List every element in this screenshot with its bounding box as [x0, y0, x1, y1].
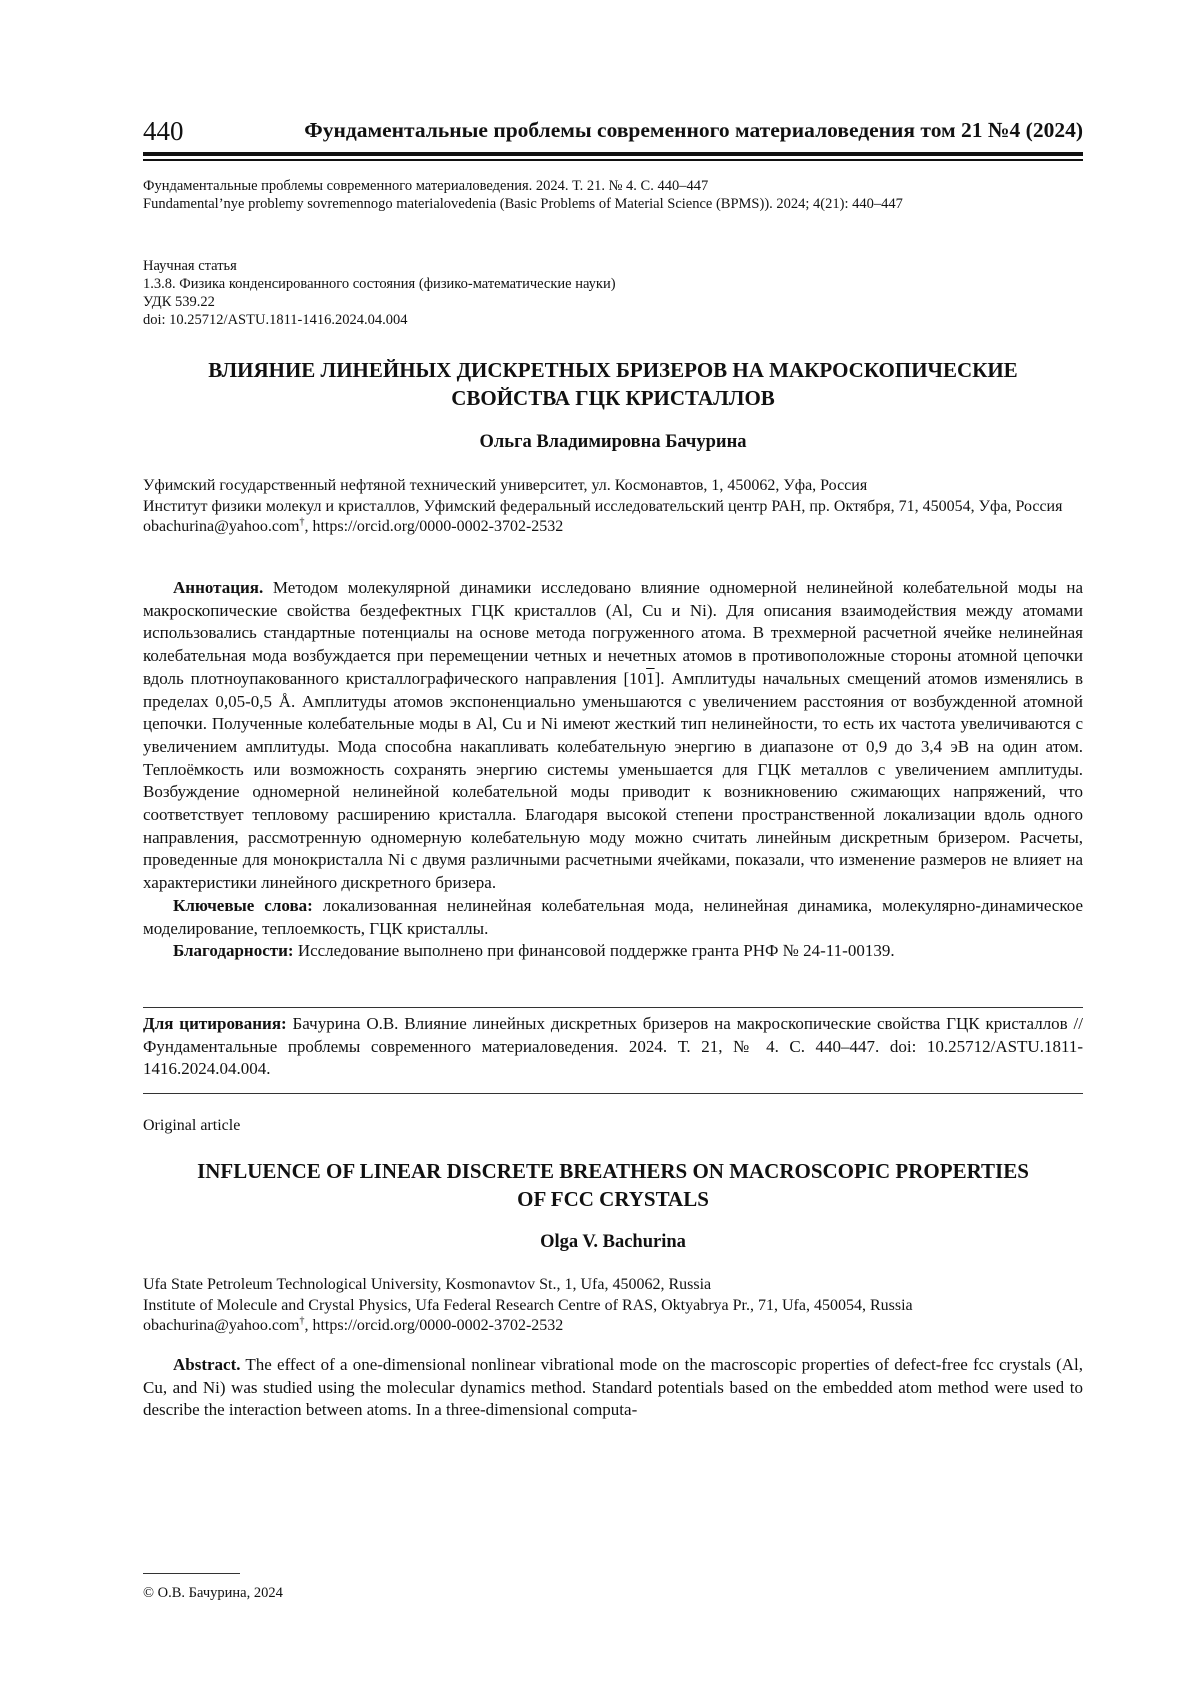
title-en-line2: OF FCC CRYSTALS: [517, 1187, 709, 1211]
orcid-ru[interactable]: , https://orcid.org/0000-0002-3702-2532: [304, 518, 564, 535]
contact-en: [143, 1316, 1083, 1337]
header-rule-thin: [143, 159, 1083, 161]
abstract-ru-text: Аннотация. Методом молекулярной динамики исследовано влияние одномерной нелинейной колебательной моды на макроскопические свойства бездефектных ГЦК кристаллов (Al, Cu и Ni). Для описания взаимодействия между атомами использовались стандартные потенциалы на основе метода погруженного атома. В трехмерной расчетной ячейке нелинейная колебательная мода возбуждается при перемещении четных и нечетных атомов в противоположные стороны атомной цепочки вдоль плотноупакованного кристаллографического направления [101]. Амплитуды начальных смещений атомов изменялись в пределах 0,05-0,5 Å. Амплитуды атомов экспоненциально уменьшаются с увеличением расстояния от возбужденной атомной цепочки. Полученные колебательные моды в Al, Cu и Ni имеют жесткий тип нелинейности, то есть их частота увеличиваются с увеличением амплитуды. Мода способна накапливать колебательную энергию в диапазоне от 0,9 до 3,4 эВ на один атом. Теплоёмкость или возможность сохранять энергию системы уменьшается для ГЦК металлов с увеличением амплитуды. Возбуждение одномерной нелинейной колебательной моды приводит к возникновению сжимающих напряжений, что соответствует тепловому расширению кристалла. Благодаря высокой степени пространственной локализации вдоль одного направления, рассмотренную одномерную колебательную моду можно считать линейным дискретным бризером. Расчеты, проведенные для монокристалла Ni с двумя различными расчетными ячейками, показали, что изменение размеров не влияет на характеристики линейного дискретного бризера.: [143, 578, 1083, 893]
title-en-line1: INFLUENCE OF LINEAR DISCRETE BREATHERS ON MACROSCOPIC PROPERTIES: [197, 1159, 1029, 1183]
citation-block: [143, 177, 1083, 213]
abstract-en-label: Abstract.: [173, 1355, 241, 1374]
separator-bottom: [143, 1093, 1083, 1094]
contact-ru: [143, 517, 1083, 538]
title-ru-line2: СВОЙСТВА ГЦК КРИСТАЛЛОВ: [451, 386, 775, 410]
crystal-direction: [101]: [623, 668, 661, 688]
affiliation-ru-2: Институт физики молекул и кристаллов, Уфимский федеральный исследовательский центр РАН, пр. Октября, 71, 450054, Уфа, Россия: [143, 497, 1063, 515]
citation-en: Fundamental’nye problemy sovremennogo materialovedenia (Basic Problems of Material Science (BPMS)). 2024; 4(21): 440–447: [143, 196, 903, 212]
udk: УДК 539.22: [143, 294, 215, 310]
how-to-cite: Для цитирования: Бачурина О.В. Влияние линейных дискретных бризеров на макроскопические свойства ГЦК кристаллов // Фундаментальные проблемы современного материаловедения. 2024. Т. 21, № 4. С. 440–447. doi: 10.25712/ASTU.1811-1416.2024.04.004.: [143, 1014, 1084, 1079]
acknowledgements-ru: Благодарности: Исследование выполнено при финансовой поддержке гранта РНФ № 24-11-00139.: [173, 941, 895, 961]
keywords-ru-label: Ключевые слова:: [173, 895, 313, 915]
affiliation-ru-1: Уфимский государственный нефтяной технический университет, ул. Космонавтов, 1, 450062, Уфа, Россия: [143, 477, 868, 494]
title-ru-line1: ВЛИЯНИЕ ЛИНЕЙНЫХ ДИСКРЕТНЫХ БРИЗЕРОВ НА МАКРОСКОПИЧЕСКИЕ: [208, 358, 1018, 382]
separator-top: [143, 1007, 1083, 1008]
journal-title: Фундаментальные проблемы современного материаловедения том 21 №4 (2024): [304, 118, 1083, 142]
doi: doi: 10.25712/ASTU.1811-1416.2024.04.004: [143, 312, 408, 328]
affiliations-en: [143, 1275, 1083, 1337]
page-number: 440: [143, 116, 184, 146]
abstract-ru-label: Аннотация.: [173, 578, 264, 597]
author-en: Olga V. Bachurina: [540, 1232, 686, 1252]
affiliation-en-2: Institute of Molecule and Crystal Physics, Ufa Federal Research Centre of RAS, Oktyabrya Pr., 71, Ufa, 450054, Russia: [143, 1296, 913, 1314]
author-ru: Ольга Владимировна Бачурина: [479, 432, 747, 452]
affiliation-en-1: Ufa State Petroleum Technological University, Kosmonavtov St., 1, Ufa, 450062, Russia: [143, 1276, 712, 1293]
copyright-footnote: © О.В. Бачурина, 2024: [143, 1585, 283, 1601]
header-rule-thick: [143, 152, 1083, 156]
how-to-cite-label: Для цитирования:: [143, 1014, 287, 1033]
running-header: [143, 108, 1083, 154]
article-type: Научная статья: [143, 258, 237, 274]
keywords-ru: Ключевые слова: локализованная нелинейная колебательная мода, нелинейная динамика, молекулярно-динамическое моделирование, теплоемкость, ГЦК кристаллы.: [143, 895, 1083, 938]
acknowledgements-ru-label: Благодарности:: [173, 941, 294, 961]
email-en[interactable]: obachurina@yahoo.com: [143, 1317, 300, 1334]
email-ru[interactable]: obachurina@yahoo.com: [143, 518, 300, 535]
footnote-rule: [143, 1573, 240, 1574]
dagger-mark: †: [299, 516, 305, 528]
article-meta: [143, 257, 1083, 329]
affiliations-ru: [143, 476, 1083, 538]
abstract-en: [143, 1354, 1083, 1422]
title-en: [143, 1157, 1083, 1213]
title-ru: [143, 356, 1083, 412]
orcid-en[interactable]: , https://orcid.org/0000-0002-3702-2532: [304, 1317, 564, 1334]
abstract-en-text: Abstract. The effect of a one-dimensional nonlinear vibrational mode on the macroscopic properties of defect-free fcc crystals (Al, Cu, and Ni) was studied using the molecular dynamics method. Standard potentials based on the embedded atom method were used to describe the interaction between atoms. In a three-dimensional computa-: [143, 1355, 1083, 1420]
citation-ru: Фундаментальные проблемы современного материаловедения. 2024. Т. 21. № 4. С. 440–447: [143, 178, 709, 194]
dagger-mark-en: †: [299, 1315, 305, 1327]
abstract-ru: [143, 577, 1083, 963]
specialty: 1.3.8. Физика конденсированного состояния (физико-математические науки): [143, 276, 616, 292]
article-type-en: Original article: [143, 1117, 241, 1134]
